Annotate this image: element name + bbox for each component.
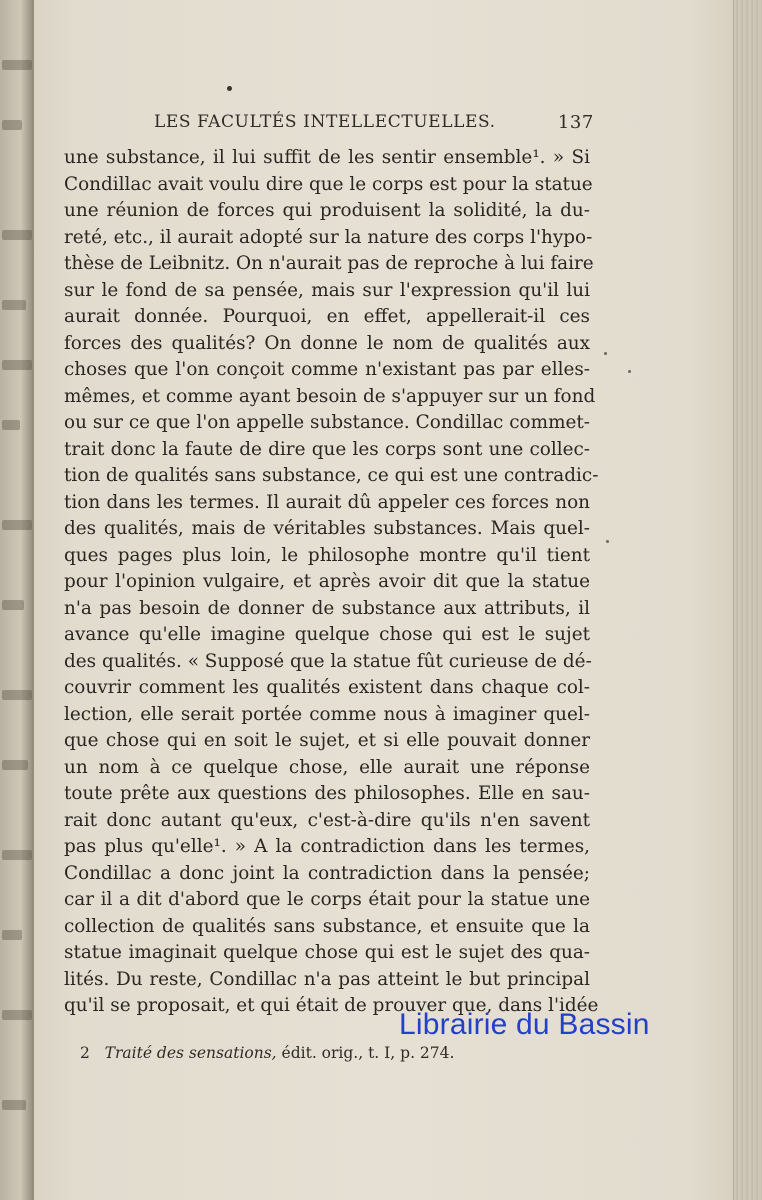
text-line: lités. Du reste, Condillac n'a pas atteint le but principal — [64, 968, 590, 990]
text-line: statue imaginait quelque chose qui est le sujet des qua- — [64, 942, 590, 963]
body-text — [64, 145, 599, 1020]
text-line: tion de qualités sans substance, ce qui est une contradic- — [64, 465, 599, 486]
text-line: une substance, il lui suffit de les sentir ensemble¹. » Si — [64, 147, 590, 168]
footnote — [80, 1044, 500, 1062]
text-line: trait donc la faute de dire que les corps sont une collec- — [64, 438, 590, 460]
text-line: un nom à ce quelque chose, elle aurait une réponse — [64, 756, 590, 778]
running-title: LES FACULTÉS INTELLECTUELLES. — [154, 112, 496, 132]
text-line: collection de qualités sans substance, et ensuite que la — [64, 915, 590, 937]
text-line: aurait donnée. Pourquoi, en effet, appellerait-il ces — [64, 306, 590, 327]
text-line: des qualités, mais de véritables substances. Mais quel- — [64, 518, 590, 539]
text-line: ques pages plus loin, le philosophe montre qu'il tient — [64, 544, 590, 566]
running-header — [154, 112, 594, 133]
text-line: couvrir comment les qualités existent dans chaque col- — [64, 677, 590, 698]
footnote-reference: édit. orig., t. I, p. 274. — [281, 1044, 455, 1062]
text-line: rait donc autant qu'eux, c'est-à-dire qu'ils n'en savent — [64, 809, 590, 831]
text-line: des qualités. « Supposé que la statue fût curieuse de dé- — [64, 650, 592, 672]
page-number: 137 — [557, 112, 594, 133]
text-line: sur le fond de sa pensée, mais sur l'expression qu'il lui — [64, 279, 590, 301]
text-line: Condillac avait voulu dire que le corps est pour la statue — [64, 173, 593, 195]
text-line: une réunion de forces qui produisent la solidité, la du- — [64, 200, 590, 221]
speck — [628, 370, 631, 373]
speck — [604, 352, 607, 355]
text-line: avance qu'elle imagine quelque chose qui est le sujet — [64, 624, 590, 645]
text-line: qu'il se proposait, et qui était de prouver que, dans l'idée — [64, 995, 599, 1016]
text-line: forces des qualités? On donne le nom de qualités aux — [64, 332, 590, 354]
text-line: mêmes, et comme ayant besoin de s'appuyer sur un fond — [64, 385, 596, 407]
watermark: Librairie du Bassin — [399, 1008, 650, 1041]
ink-dot — [227, 86, 232, 91]
text-line: Condillac a donc joint la contradiction dans la pensée; — [64, 862, 590, 884]
text-line: pas plus qu'elle¹. » A la contradiction dans les termes, — [64, 836, 590, 857]
text-line: tion dans les termes. Il aurait dû appeler ces forces non — [64, 491, 590, 513]
text-line: pour l'opinion vulgaire, et après avoir dit que la statue — [64, 571, 590, 592]
text-line: choses que l'on conçoit comme n'existant pas par elles- — [64, 359, 590, 380]
footnote-title: Traité des sensations, — [104, 1044, 277, 1062]
text-line: lection, elle serait portée comme nous à imaginer quel- — [64, 703, 590, 725]
page-stack-edge — [733, 0, 762, 1200]
text-line: que chose qui en soit le sujet, et si elle pouvait donner — [64, 730, 590, 751]
footnote-number: 2 — [80, 1044, 90, 1062]
text-line: ou sur ce que l'on appelle substance. Condillac commet- — [64, 412, 590, 433]
text-line: toute prête aux questions des philosophes. Elle en sau- — [64, 783, 590, 804]
text-line: thèse de Leibnitz. On n'aurait pas de reproche à lui faire — [64, 253, 594, 274]
text-line: reté, etc., il aurait adopté sur la nature des corps l'hypo- — [64, 226, 593, 248]
text-line: n'a pas besoin de donner de substance aux attributs, il — [64, 597, 590, 619]
facing-page-edge — [0, 0, 34, 1200]
speck — [606, 540, 609, 543]
text-line: car il a dit d'abord que le corps était pour la statue une — [64, 889, 590, 910]
